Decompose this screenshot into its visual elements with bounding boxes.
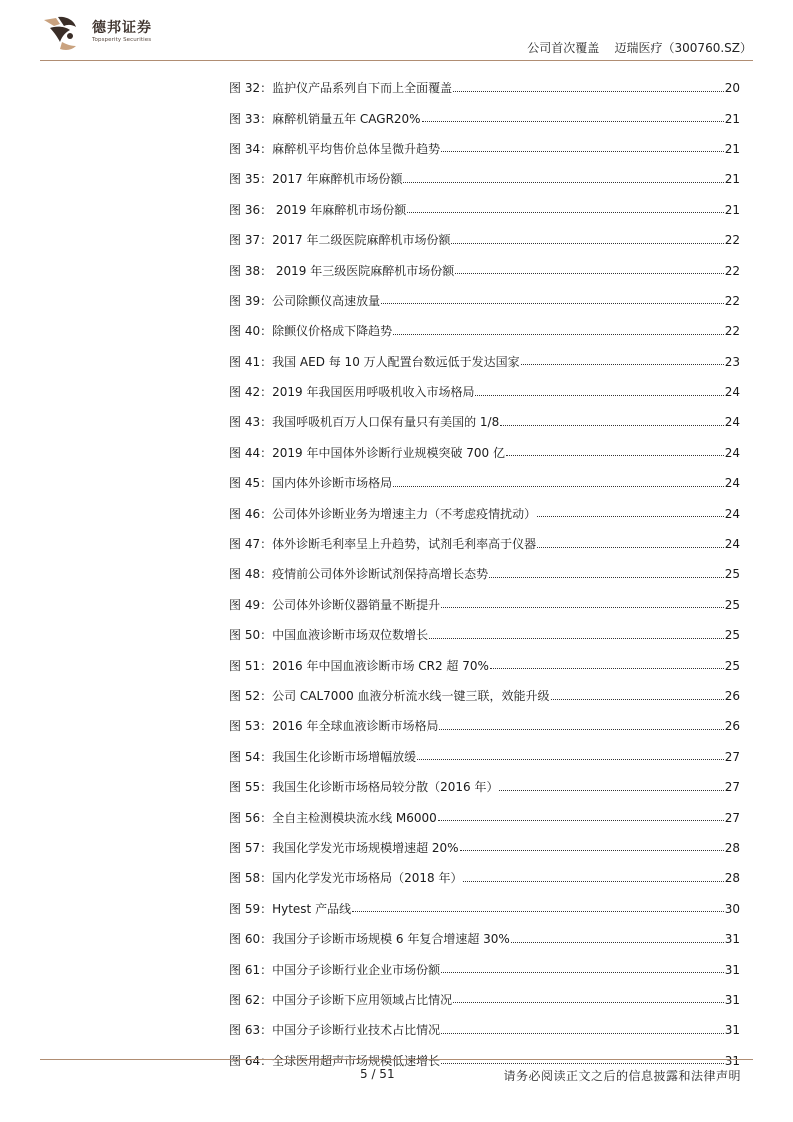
- figure-page-number: 25: [724, 567, 740, 582]
- figure-page-number: 28: [724, 840, 740, 855]
- figure-index-entry[interactable]: [229, 438, 740, 468]
- figure-title: 图 59：Hytest 产品线: [229, 901, 352, 916]
- figure-title: 图 61：中国分子诊断行业企业市场份额: [229, 962, 441, 977]
- figure-page-number: 31: [724, 962, 740, 977]
- figure-page-number: 22: [724, 293, 740, 308]
- dot-leader: [441, 972, 724, 973]
- dot-leader: [490, 668, 724, 669]
- figure-index-entry[interactable]: [229, 286, 740, 316]
- figure-index-entry[interactable]: [229, 650, 740, 680]
- dot-leader: [441, 1063, 724, 1064]
- company-name: 迈瑞医疗（300760.SZ）: [614, 41, 752, 55]
- dot-leader: [511, 942, 724, 943]
- figure-page-number: 22: [724, 263, 740, 278]
- dot-leader: [537, 547, 724, 548]
- figure-title: 图 43：我国呼吸机百万人口保有量只有美国的 1/8: [229, 415, 500, 430]
- dot-leader: [537, 516, 724, 517]
- figure-page-number: 26: [724, 719, 740, 734]
- figure-index-entry[interactable]: [229, 711, 740, 741]
- dot-leader: [460, 850, 724, 851]
- figure-page-number: 26: [724, 689, 740, 703]
- figure-page-number: 24: [724, 537, 740, 552]
- brand-name-cn: 德邦证券: [92, 20, 152, 36]
- figure-index-entry[interactable]: [229, 772, 740, 802]
- figure-index-entry[interactable]: [229, 742, 740, 772]
- figure-title: 图 60：我国分子诊断市场规模 6 年复合增速超 30%: [229, 932, 510, 947]
- figure-title: 图 52：公司 CAL7000 血液分析流水线一键三联，效能升级: [229, 689, 550, 703]
- figure-index-entry[interactable]: [229, 590, 740, 620]
- figure-page-number: 21: [724, 111, 740, 126]
- figure-title: 图 37：2017 年二级医院麻醉机市场份额: [229, 233, 451, 248]
- brand-name-en: Topsperity Securities: [92, 37, 152, 43]
- figure-index-entry[interactable]: [229, 225, 740, 255]
- dot-leader: [407, 212, 723, 213]
- figure-page-number: 31: [724, 932, 740, 947]
- dot-leader: [417, 759, 724, 760]
- figure-index-entry[interactable]: [229, 681, 740, 711]
- figure-title: 图 51：2016 年中国血液诊断市场 CR2 超 70%: [229, 658, 489, 673]
- figure-title: 图 35：2017 年麻醉机市场份额: [229, 172, 403, 187]
- dot-leader: [499, 790, 723, 791]
- dot-leader: [521, 364, 724, 365]
- figure-index-entry[interactable]: [229, 954, 740, 984]
- figure-title: 图 50：中国血液诊断市场双位数增长: [229, 628, 429, 643]
- figure-index-entry[interactable]: [229, 1015, 740, 1045]
- figure-title: 图 40：除颤仪价格成下降趋势: [229, 324, 393, 339]
- figure-index-entry[interactable]: [229, 468, 740, 498]
- figure-title: 图 47：体外诊断毛利率呈上升趋势，试剂毛利率高于仪器: [229, 537, 537, 552]
- figure-title: 图 32：监护仪产品系列自下而上全面覆盖: [229, 81, 453, 96]
- figure-index-entry[interactable]: [229, 134, 740, 164]
- figure-title: 图 36： 2019 年麻醉机市场份额: [229, 202, 407, 217]
- figure-page-number: 25: [724, 597, 740, 612]
- figure-title: 图 53：2016 年全球血液诊断市场格局: [229, 719, 439, 734]
- dot-leader: [455, 273, 723, 274]
- figure-title: 图 63：中国分子诊断行业技术占比情况: [229, 1023, 441, 1038]
- figure-page-number: 27: [724, 749, 740, 764]
- figure-page-number: 25: [724, 628, 740, 643]
- dot-leader: [438, 820, 724, 821]
- figure-index-entry[interactable]: [229, 164, 740, 194]
- dot-leader: [393, 486, 724, 487]
- figure-index-entry[interactable]: [229, 377, 740, 407]
- dot-leader: [439, 729, 723, 730]
- figure-page-number: 24: [724, 385, 740, 400]
- figure-page-number: 30: [724, 901, 740, 916]
- figure-page-number: 27: [724, 810, 740, 825]
- figure-page-number: 23: [724, 354, 740, 369]
- figure-page-number: 21: [724, 202, 740, 217]
- figure-title: 图 54：我国生化诊断市场增幅放缓: [229, 749, 417, 764]
- figure-page-number: 27: [724, 780, 740, 795]
- figure-title: 图 33：麻醉机销量五年 CAGR20%: [229, 111, 421, 126]
- figure-index-entry[interactable]: [229, 347, 740, 377]
- dot-leader: [453, 1002, 724, 1003]
- figure-page-number: 20: [724, 81, 740, 96]
- figure-title: 图 38： 2019 年三级医院麻醉机市场份额: [229, 263, 455, 278]
- figure-index-entry[interactable]: [229, 407, 740, 437]
- figure-index-entry[interactable]: [229, 529, 740, 559]
- figure-index-entry[interactable]: [229, 316, 740, 346]
- figure-page-number: 28: [724, 871, 740, 886]
- figure-index-entry[interactable]: [229, 559, 740, 589]
- dot-leader: [506, 455, 724, 456]
- dot-leader: [489, 577, 724, 578]
- company-logo: [40, 14, 80, 54]
- page-indicator: 5 / 51: [360, 1067, 395, 1081]
- figure-index-entry[interactable]: [229, 985, 740, 1015]
- figure-index-entry[interactable]: [229, 833, 740, 863]
- figure-page-number: 21: [724, 172, 740, 187]
- figure-page-number: 21: [724, 141, 740, 156]
- figure-index-entry[interactable]: [229, 73, 740, 103]
- dot-leader: [403, 182, 723, 183]
- figure-title: 图 48：疫情前公司体外诊断试剂保持高增长态势: [229, 567, 489, 582]
- figure-title: 图 39：公司除颤仪高速放量: [229, 293, 381, 308]
- figure-title: 图 57：我国化学发光市场规模增速超 20%: [229, 840, 459, 855]
- figure-index-entry[interactable]: [229, 195, 740, 225]
- figure-index-entry[interactable]: [229, 802, 740, 832]
- figure-page-number: 24: [724, 445, 740, 460]
- figure-title: 图 34：麻醉机平均售价总体呈微升趋势: [229, 141, 441, 156]
- figure-index-list: [229, 73, 740, 1076]
- figure-page-number: 24: [724, 476, 740, 491]
- figure-page-number: 24: [724, 506, 740, 521]
- figure-page-number: 22: [724, 233, 740, 248]
- figure-index-entry[interactable]: [229, 894, 740, 924]
- figure-title: 图 42：2019 年我国医用呼吸机收入市场格局: [229, 385, 475, 400]
- figure-index-entry[interactable]: [229, 498, 740, 528]
- legal-disclaimer: 请务必阅读正文之后的信息披露和法律声明: [503, 1069, 741, 1083]
- dot-leader: [441, 1033, 724, 1034]
- dot-leader: [475, 395, 723, 396]
- figure-title: 图 55：我国生化诊断市场格局较分散（2016 年）: [229, 780, 499, 795]
- figure-page-number: 31: [724, 1023, 740, 1038]
- footer-divider: [40, 1059, 753, 1060]
- figure-page-number: 22: [724, 324, 740, 339]
- figure-title: 图 56：全自主检测模块流水线 M6000: [229, 810, 437, 825]
- dot-leader: [463, 881, 723, 882]
- figure-index-entry[interactable]: [229, 924, 740, 954]
- figure-index-entry[interactable]: [229, 863, 740, 893]
- dot-leader: [429, 638, 724, 639]
- figure-index-entry[interactable]: [229, 620, 740, 650]
- dot-leader: [500, 425, 724, 426]
- figure-title: 图 44：2019 年中国体外诊断行业规模突破 700 亿: [229, 445, 505, 460]
- figure-page-number: 31: [724, 992, 740, 1007]
- figure-title: 图 64：全球医用超声市场规模低速增长: [229, 1053, 441, 1068]
- figure-title: 图 49：公司体外诊断仪器销量不断提升: [229, 597, 441, 612]
- figure-title: 图 46：公司体外诊断业务为增速主力（不考虑疫情扰动）: [229, 506, 537, 521]
- dot-leader: [451, 243, 723, 244]
- figure-page-number: 31: [724, 1053, 740, 1068]
- dot-leader: [352, 911, 724, 912]
- header-divider: [40, 60, 753, 61]
- dot-leader: [422, 121, 724, 122]
- dot-leader: [381, 303, 724, 304]
- figure-page-number: 24: [724, 415, 740, 430]
- figure-index-entry[interactable]: [229, 255, 740, 285]
- figure-title: 图 41：我国 AED 每 10 万人配置台数远低于发达国家: [229, 354, 520, 369]
- dot-leader: [441, 151, 724, 152]
- figure-title: 图 62：中国分子诊断下应用领域占比情况: [229, 992, 453, 1007]
- figure-title: 图 45：国内体外诊断市场格局: [229, 476, 393, 491]
- figure-page-number: 25: [724, 658, 740, 673]
- figure-title: 图 58：国内化学发光市场格局（2018 年）: [229, 871, 463, 886]
- dot-leader: [551, 699, 724, 700]
- figure-index-entry[interactable]: [229, 103, 740, 133]
- dot-leader: [441, 607, 724, 608]
- dot-leader: [393, 334, 724, 335]
- dot-leader: [453, 91, 724, 92]
- report-type: 公司首次覆盖: [527, 41, 600, 55]
- report-header: [527, 39, 752, 56]
